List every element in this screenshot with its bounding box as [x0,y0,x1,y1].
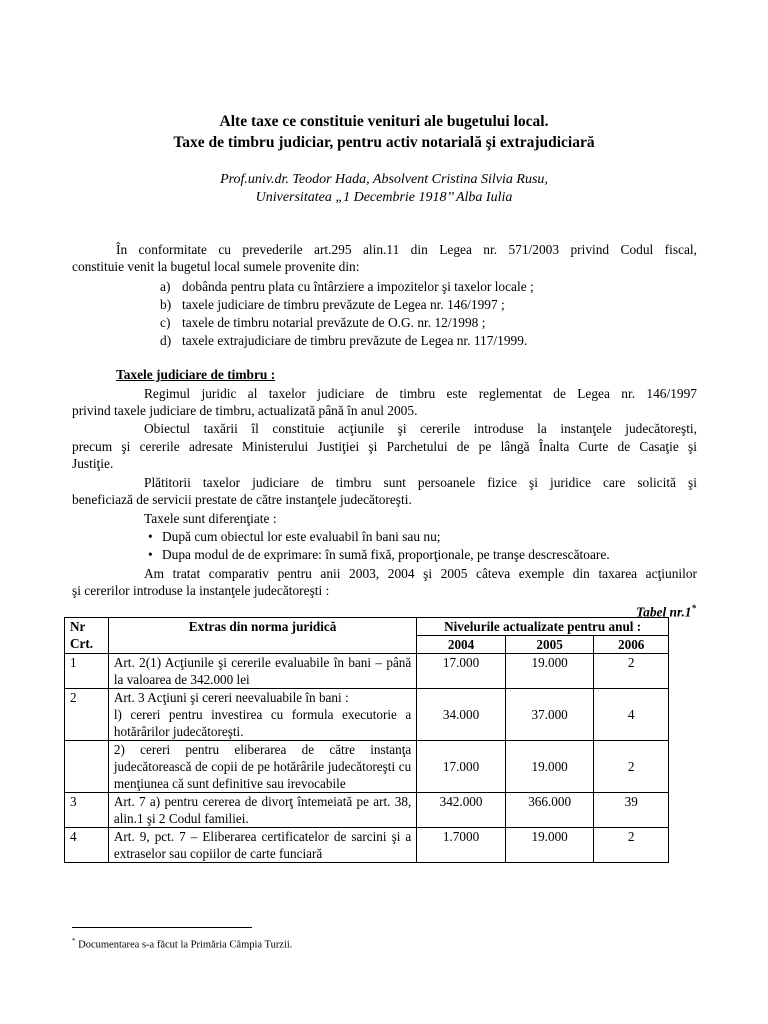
row-nr [65,741,109,793]
header-nr [65,618,109,654]
authors-line-2: Universitatea „1 Decembrie 1918’’ Alba Iulia [255,190,513,205]
tax-table [64,617,669,863]
row-value-2005: 19.000 [505,654,594,689]
item-marker: d) [160,333,172,348]
row-text: Art. 9, pct. 7 – Eliberarea certificatelor de sarcini şi a extraselor sau copiilor de carte funciară [108,828,416,863]
row-value-2004: 17.000 [417,741,506,793]
header-nr-line-2: Crt. [70,636,94,651]
p1-line-2: privind taxele judiciare de timbru, actualizată până în anul 2005. [72,403,418,418]
footnote-divider [72,927,252,928]
bullet-text: Dupa modul de de exprimare: în sumă fixă, proporţionale, pe tranşe descrescătoare. [162,547,610,562]
row-nr: 2 [65,689,109,741]
row-text: 2) cereri pentru eliberarea de către instanţa judecătorească de copii de pe hotărârile judecătoreşti cu menţiunea că sunt definitive sau irevocabile [108,741,416,793]
row-text: Art. 2(1) Acţiunile şi cererile evaluabile în bani – până la valoarea de 342.000 lei [108,654,416,689]
p3-line-2: beneficiază de servicii prestate de către instanţele judecătoreşti. [72,492,412,507]
title-line-2: Taxe de timbru judiciar, pentru activ notarială şi extrajudiciară [173,134,595,151]
p5-line-1: Am tratat comparativ pentru anii 2003, 2004 şi 2005 câteva exemple din taxarea acţiunilor [144,566,697,581]
intro-item-b [160,296,505,313]
row-value-2005: 19.000 [505,741,594,793]
row-nr: 4 [65,828,109,863]
bullet-1 [148,528,441,545]
bullet-marker: • [148,529,153,544]
item-marker: b) [160,297,172,312]
header-nr-line-1: Nr [70,619,86,634]
row-value-2004: 34.000 [417,689,506,741]
row-value-2004: 1.7000 [417,828,506,863]
row-nr: 1 [65,654,109,689]
section-heading: Taxele judiciare de timbru : [116,367,276,382]
intro-line-1: În conformitate cu prevederile art.295 alin.11 din Legea nr. 571/2003 privind Codul fiscal, [116,242,697,257]
item-text: taxele judiciare de timbru prevăzute de Legea nr. 146/1997 ; [182,297,505,312]
intro-item-d [160,332,527,349]
table-row [65,793,669,828]
row-value-2004: 342.000 [417,793,506,828]
title-line-1: Alte taxe ce constituie venituri ale bugetului local. [219,113,549,130]
row-value-2006: 2 [594,741,669,793]
p5-line-2: şi cererilor introduse la instanţele judecătoreşti : [72,583,330,598]
header-year-2006: 2006 [594,636,669,654]
p1-line-1: Regimul juridic al taxelor judiciare de timbru este reglementat de Legea nr. 146/1997 [144,386,697,401]
table-row [65,828,669,863]
item-text: taxele de timbru notarial prevăzute de O.G. nr. 12/1998 ; [182,315,486,330]
row-value-2006: 4 [594,689,669,741]
intro-line-2: constituie venit la bugetul local sumele provenite din: [72,259,360,274]
intro-item-c [160,314,485,331]
table-caption-mark: * [691,603,696,613]
footnote-text: Documentarea s-a făcut la Primăria Câmpia Turzii. [78,939,293,951]
item-text: taxele extrajudiciare de timbru prevăzute de Legea nr. 117/1999. [182,333,528,348]
header-year-2005: 2005 [505,636,594,654]
row-value-2006: 39 [594,793,669,828]
row-value-2005: 366.000 [505,793,594,828]
table-row [65,654,669,689]
bullet-text: După cum obiectul lor este evaluabil în bani sau nu; [162,529,441,544]
intro-item-a [160,278,534,295]
item-marker: c) [160,315,171,330]
bullet-2 [148,546,610,563]
header-niveluri: Nivelurile actualizate pentru anul : [417,618,669,636]
p4: Taxele sunt diferenţiate : [144,511,277,526]
row-text-line-2: l) cereri pentru investirea cu formula executorie a hotărârilor judecătoreşti. [113,707,412,739]
item-text: dobânda pentru plata cu întârziere a impozitelor şi taxelor locale ; [182,279,534,294]
p2-line-2: precum şi cererile adresate Ministerului Justiţiei şi Parchetului de pe lângă Înalta Curte de Casaţie şi [72,439,697,454]
row-value-2004: 17.000 [417,654,506,689]
p2-line-1: Obiectul taxării îl constituie acţiunile şi cererile introduse la instanţele judecătoreşti, [144,421,697,436]
table-row [65,741,669,793]
row-text [108,689,416,741]
table-caption-text: Tabel nr.1 [636,604,692,620]
authors-line-1: Prof.univ.dr. Teodor Hada, Absolvent Cristina Silvia Rusu, [220,172,548,187]
row-value-2005: 19.000 [505,828,594,863]
row-nr: 3 [65,793,109,828]
p3-line-1: Plătitorii taxelor judiciare de timbru sunt persoanele fizice şi juridice care solicită şi [144,475,697,490]
footnote-mark: * [72,937,76,945]
row-value-2006: 2 [594,654,669,689]
table-row [65,689,669,741]
header-extras: Extras din norma juridică [108,618,416,654]
footnote [72,934,292,953]
row-text-line-1: Art. 3 Acţiuni şi cereri neevaluabile în bani : [113,690,349,705]
row-value-2006: 2 [594,828,669,863]
row-text: Art. 7 a) pentru cererea de divorţ întemeiată pe art. 38, alin.1 şi 2 Codul familiei. [108,793,416,828]
item-marker: a) [160,279,171,294]
bullet-marker: • [148,547,153,562]
header-year-2004: 2004 [417,636,506,654]
table-header-row [65,618,669,636]
row-value-2005: 37.000 [505,689,594,741]
p2-line-3: Justiţie. [72,456,114,471]
